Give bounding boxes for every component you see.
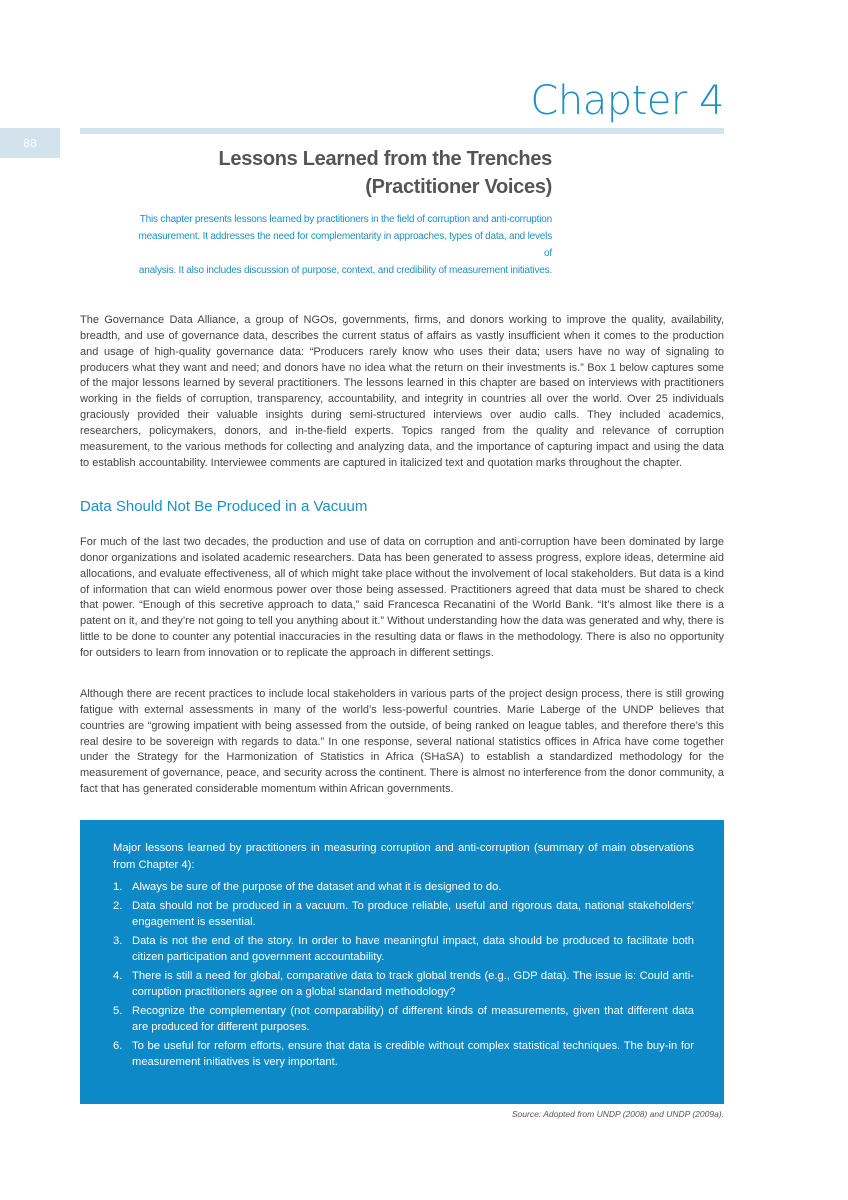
chapter-title (132, 145, 552, 201)
section-heading: Data Should Not Be Produced in a Vacuum (80, 498, 368, 515)
list-item (113, 898, 694, 931)
lessons-list (113, 879, 694, 1071)
lessons-box-intro: Major lessons learned by practitioners in measuring corruption and anti-corruption (summary of main observations from Chapter 4): (113, 842, 694, 871)
list-item-text: There is still a need for global, comparative data to track global trends (e.g., GDP data). The issue is: Could anti-corruption practitioners agree on a global standard methodology? (132, 969, 694, 998)
list-item (113, 933, 694, 966)
list-item (113, 879, 694, 896)
list-item-number: 2. (113, 899, 123, 912)
chapter-intro (132, 211, 552, 279)
list-item-text: Always be sure of the purpose of the dataset and what it is designed to do. (132, 881, 502, 893)
chapter-label: Chapter 4 (530, 78, 724, 124)
paragraph-assessment-fatigue: Although there are recent practices to include local stakeholders in various parts of the project design process, there is still growing fatigue with external assessments in many of the world’s less-powerful countries. Marie Laberge of the UNDP believes that countries are “growing impatient with being assessed from the outside, of being ranked on league tables, and therefore there’s this real desire to be sovereign with regards to data.” In one response, several national statistics offices in Africa have come together under the Strategy for the Harmonization of Statistics in Africa (SHaSA) to establish a standardized methodology for the measurement of governance, peace, and security across the continent. There is almost no interference from the donor community, a fact that has generated considerable momentum within African governments. (80, 688, 724, 796)
paragraph-donor-dominance: For much of the last two decades, the production and use of data on corruption and anti-corruption have been dominated by large donor organizations and isolated academic researchers. Data has been generated to assess progress, explore ideas, determine aid allocations, and evaluate effectiveness, all of which might take place without the involvement of local stakeholders. But data is a kind of information that can wield enormous power over those being assessed. Practitioners agreed that data must be shared to check that power. “Enough of this secretive approach to data,” said Francesca Recanatini of the World Bank. “It’s almost like there is a patent on it, and they’re not going to tell you anything about it.” Without understanding how the data was generated and why, there is little to be done to counter any potential inaccuracies in the resulting data or flaws in the methodology. There is also no opportunity for outsiders to learn from innovation or to replicate the approach in different settings. (80, 536, 724, 659)
list-item (113, 1003, 694, 1036)
list-item-number: 6. (113, 1039, 123, 1052)
paragraph-governance-data-alliance: The Governance Data Alliance, a group of NGOs, governments, firms, and donors working to improve the quality, availability, breadth, and use of governance data, describes the current status of affairs as vastly insufficient when it comes to the production and usage of high-quality governance data: “Producers rarely know who uses their data; users have no way of signaling to producers what they want and need; and donors have no idea what the return on their investments is.” Box 1 below captures some of the major lessons learned by several practitioners. The lessons learned in this chapter are based on interviews with practitioners working in the fields of corruption, transparency, accountability, and integrity in countries all over the world. Over 25 individuals graciously provided their valuable insights during semi-structured interviews over audio calls. They included academics, researchers, policymakers, donors, and in-the-field experts. Topics ranged from the quality and relevance of corruption measurement, to the various methods for collecting and analyzing data, and the importance of capturing impact and using the data to establish accountability. Interviewee comments are captured in italicized text and quotation marks throughout the chapter. (80, 314, 724, 469)
list-item-text: Data should not be produced in a vacuum. To produce reliable, useful and rigorous data, national stakeholders’ engagement is essential. (132, 899, 694, 928)
lessons-box (80, 820, 724, 1104)
page-number: 88 (0, 128, 60, 158)
list-item-number: 1. (113, 881, 123, 893)
chapter-intro-line-3: analysis. It also includes discussion of purpose, context, and credibility of measurement initiatives. (138, 265, 552, 276)
list-item (113, 1038, 694, 1071)
list-item (113, 968, 694, 1001)
list-item-text: Data is not the end of the story. In order to have meaningful impact, data should be produced to facilitate both citizen participation and government accountability. (132, 934, 694, 963)
source-note: Source: Adopted from UNDP (2008) and UNDP (2009a). (511, 1109, 724, 1119)
list-item-number: 5. (113, 1004, 123, 1017)
list-item-text: Recognize the complementary (not comparability) of different kinds of measurements, given that different data are produced for different purposes. (132, 1004, 694, 1033)
list-item-text: To be useful for reform efforts, ensure that data is credible without complex statistical techniques. The buy-in for measurement initiatives is very important. (132, 1039, 694, 1068)
chapter-title-line-1: Lessons Learned from the Trenches (218, 148, 552, 170)
chapter-rule (80, 128, 724, 134)
chapter-title-line-2: (Practitioner Voices) (365, 176, 552, 198)
chapter-intro-line-2: measurement. It addresses the need for complementarity in approaches, types of data, and levels of (138, 231, 552, 259)
list-item-number: 3. (113, 934, 123, 947)
list-item-number: 4. (113, 969, 123, 982)
chapter-intro-line-1: This chapter presents lessons learned by practitioners in the field of corruption and anti-corruption (139, 214, 552, 225)
